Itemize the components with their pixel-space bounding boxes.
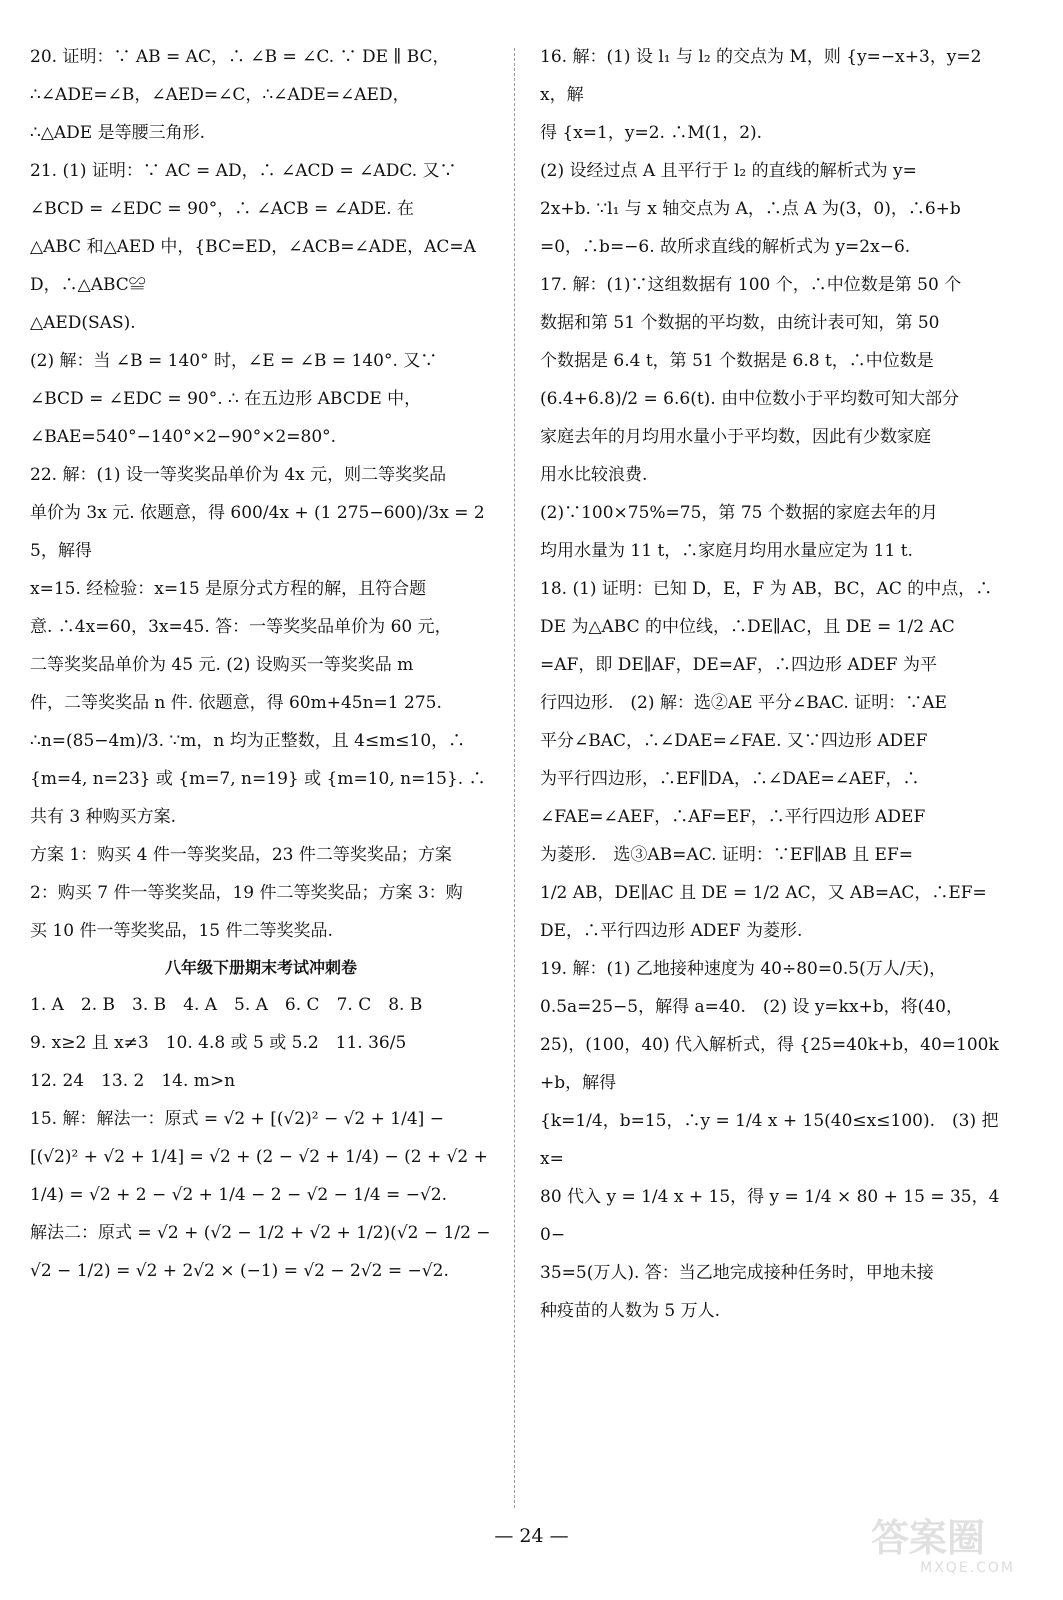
text-line: ∴△ADE 是等腰三角形. bbox=[30, 123, 206, 143]
text-line: ∠BAE=540°−140°×2−90°×2=80°. bbox=[30, 427, 337, 447]
text-line: (2)∵100×75%=75，第 75 个数据的家庭去年的月 bbox=[540, 503, 938, 523]
answer-block-20-22 bbox=[30, 38, 492, 950]
text-line: [(√2)² + √2 + 1/4] = √2 + (2 − √2 + 1/4) − (2 + √2 + bbox=[30, 1147, 488, 1167]
text-line: 平分∠BAC，∴∠DAE=∠FAE. 又∵四边形 ADEF bbox=[540, 731, 928, 751]
text-line: 16. 解：(1) 设 l₁ 与 l₂ 的交点为 M，则 {y=−x+3，y=2x，解 bbox=[540, 47, 982, 105]
text-line: x=15. 经检验：x=15 是原分式方程的解，且符合题 bbox=[30, 579, 427, 599]
watermark-text-cn: 答案圈 bbox=[870, 1516, 985, 1560]
text-line: △AED(SAS). bbox=[30, 313, 136, 333]
text-line: DE 为△ABC 的中位线，∴DE∥AC，且 DE = 1/2 AC bbox=[540, 617, 955, 637]
text-line: 为菱形. 选③AB=AC. 证明：∵EF∥AB 且 EF= bbox=[540, 845, 913, 865]
text-line: 家庭去年的月均用水量小于平均数，因此有少数家庭 bbox=[540, 427, 931, 447]
text-line: 2：购买 7 件一等奖奖品，19 件二等奖奖品；方案 3：购 bbox=[30, 883, 463, 903]
text-line: ∠BCD = ∠EDC = 90°，∴ ∠ACB = ∠ADE. 在 bbox=[30, 199, 415, 219]
text-line: 方案 1：购买 4 件一等奖奖品，23 件二等奖奖品；方案 bbox=[30, 845, 452, 865]
right-column bbox=[540, 38, 1008, 1330]
text-line: 意. ∴4x=60，3x=45. 答：一等奖奖品单价为 60 元， bbox=[30, 617, 452, 637]
watermark-logo bbox=[805, 1516, 1045, 1582]
text-line: 件，二等奖奖品 n 件. 依题意，得 60m+45n=1 275. bbox=[30, 693, 442, 713]
text-line: 15. 解：解法一：原式 = √2 + [(√2)² − √2 + 1/4] − bbox=[30, 1109, 444, 1129]
text-line: 17. 解：(1)∵这组数据有 100 个，∴中位数是第 50 个 bbox=[540, 275, 962, 295]
text-line: √2 − 1/2) = √2 + 2√2 × (−1) = √2 − 2√2 = −√2. bbox=[30, 1261, 449, 1281]
text-line: 21. (1) 证明：∵ AC = AD，∴ ∠ACD = ∠ADC. 又∵ bbox=[30, 161, 457, 181]
page-number: — 24 — bbox=[494, 1525, 569, 1547]
text-line: =AF，即 DE∥AF，DE=AF，∴四边形 ADEF 为平 bbox=[540, 655, 937, 675]
text-line: 为平行四边形，∴EF∥DA，∴∠DAE=∠AEF，∴ bbox=[540, 769, 920, 789]
text-line: 9. x≥2 且 x≠3 10. 4.8 或 5 或 5.2 11. 36/5 bbox=[30, 1033, 407, 1053]
text-line: (2) 设经过点 A 且平行于 l₂ 的直线的解析式为 y= bbox=[540, 161, 917, 181]
text-line: 均用水量为 11 t，∴家庭月均用水量应定为 11 t. bbox=[540, 541, 913, 561]
answer-block-16-19 bbox=[540, 38, 1008, 1330]
text-line: 19. 解：(1) 乙地接种速度为 40÷80=0.5(万人/天)， bbox=[540, 959, 947, 979]
text-line: 单价为 3x 元. 依题意，得 600/4x + (1 275−600)/3x = 25，解得 bbox=[30, 503, 485, 561]
text-line: {k=1/4，b=15，∴y = 1/4 x + 15(40≤x≤100). (3) 把 x= bbox=[540, 1111, 999, 1169]
text-line: ∴n=(85−4m)/3. ∵m，n 均为正整数，且 4≤m≤10，∴ bbox=[30, 731, 466, 751]
answer-block-1-15 bbox=[30, 986, 492, 1290]
text-line: 2x+b. ∵l₁ 与 x 轴交点为 A，∴点 A 为(3，0)，∴6+b bbox=[540, 199, 961, 219]
text-line: 22. 解：(1) 设一等奖奖品单价为 4x 元，则二等奖奖品 bbox=[30, 465, 447, 485]
text-line: ∠FAE=∠AEF，∴AF=EF，∴平行四边形 ADEF bbox=[540, 807, 926, 827]
text-line: 1/2 AB，DE∥AC 且 DE = 1/2 AC，又 AB=AC，∴EF= bbox=[540, 883, 987, 903]
text-line: 数据和第 51 个数据的平均数，由统计表可知，第 50 bbox=[540, 313, 940, 333]
text-line: {m=4, n=23} 或 {m=7, n=19} 或 {m=10, n=15}. ∴共有 3 种购买方案. bbox=[30, 769, 486, 827]
text-line: ∠BCD = ∠EDC = 90°. ∴ 在五边形 ABCDE 中， bbox=[30, 389, 422, 409]
text-line: 35=5(万人). 答：当乙地完成接种任务时，甲地未接 bbox=[540, 1263, 934, 1283]
text-line: ∴∠ADE=∠B，∠AED=∠C，∴∠ADE=∠AED， bbox=[30, 85, 410, 105]
text-line: △ABC 和△AED 中，{BC=ED，∠ACB=∠ADE，AC=AD，∴△ABC≌ bbox=[30, 237, 476, 295]
text-line: 买 10 件一等奖奖品，15 件二等奖奖品. bbox=[30, 921, 333, 941]
text-line: 得 {x=1，y=2. ∴M(1，2). bbox=[540, 123, 763, 143]
text-line: DE，∴平行四边形 ADEF 为菱形. bbox=[540, 921, 803, 941]
text-line: 行四边形. (2) 解：选②AE 平分∠BAC. 证明：∵AE bbox=[540, 693, 947, 713]
text-line: 18. (1) 证明：已知 D，E，F 为 AB，BC，AC 的中点，∴ bbox=[540, 579, 993, 599]
column-divider bbox=[514, 48, 515, 1508]
left-column bbox=[30, 38, 492, 1290]
text-line: 1. A 2. B 3. B 4. A 5. A 6. C 7. C 8. B bbox=[30, 995, 423, 1015]
text-line: 解法二：原式 = √2 + (√2 − 1/2 + √2 + 1/2)(√2 − 1/2 − bbox=[30, 1223, 491, 1243]
text-line: 二等奖奖品单价为 45 元. (2) 设购买一等奖奖品 m bbox=[30, 655, 414, 675]
text-line: 1/4) = √2 + 2 − √2 + 1/4 − 2 − √2 − 1/4 = −√2. bbox=[30, 1185, 447, 1205]
text-line: 0.5a=25−5，解得 a=40. (2) 设 y=kx+b，将(40， bbox=[540, 997, 963, 1017]
text-line: 25)，(100，40) 代入解析式，得 {25=40k+b，40=100k+b，解得 bbox=[540, 1035, 999, 1093]
text-line: 20. 证明：∵ AB = AC，∴ ∠B = ∠C. ∵ DE ∥ BC， bbox=[30, 47, 450, 67]
section-title: 八年级下册期末考试冲刺卷 bbox=[164, 958, 357, 977]
text-line: (2) 解：当 ∠B = 140° 时，∠E = ∠B = 140°. 又∵ bbox=[30, 351, 438, 371]
text-line: 种疫苗的人数为 5 万人. bbox=[540, 1301, 721, 1321]
text-line: 个数据是 6.4 t，第 51 个数据是 6.8 t，∴中位数是 bbox=[540, 351, 934, 371]
text-line: 80 代入 y = 1/4 x + 15，得 y = 1/4 × 80 + 15 = 35，40− bbox=[540, 1187, 1000, 1245]
text-line: 12. 24 13. 2 14. m>n bbox=[30, 1071, 236, 1091]
text-line: =0，∴b=−6. 故所求直线的解析式为 y=2x−6. bbox=[540, 237, 911, 257]
text-line: 用水比较浪费. bbox=[540, 465, 648, 485]
text-line: (6.4+6.8)/2 = 6.6(t). 由中位数小于平均数可知大部分 bbox=[540, 389, 960, 409]
watermark-text-en: MXQE.COM bbox=[920, 1560, 1015, 1576]
